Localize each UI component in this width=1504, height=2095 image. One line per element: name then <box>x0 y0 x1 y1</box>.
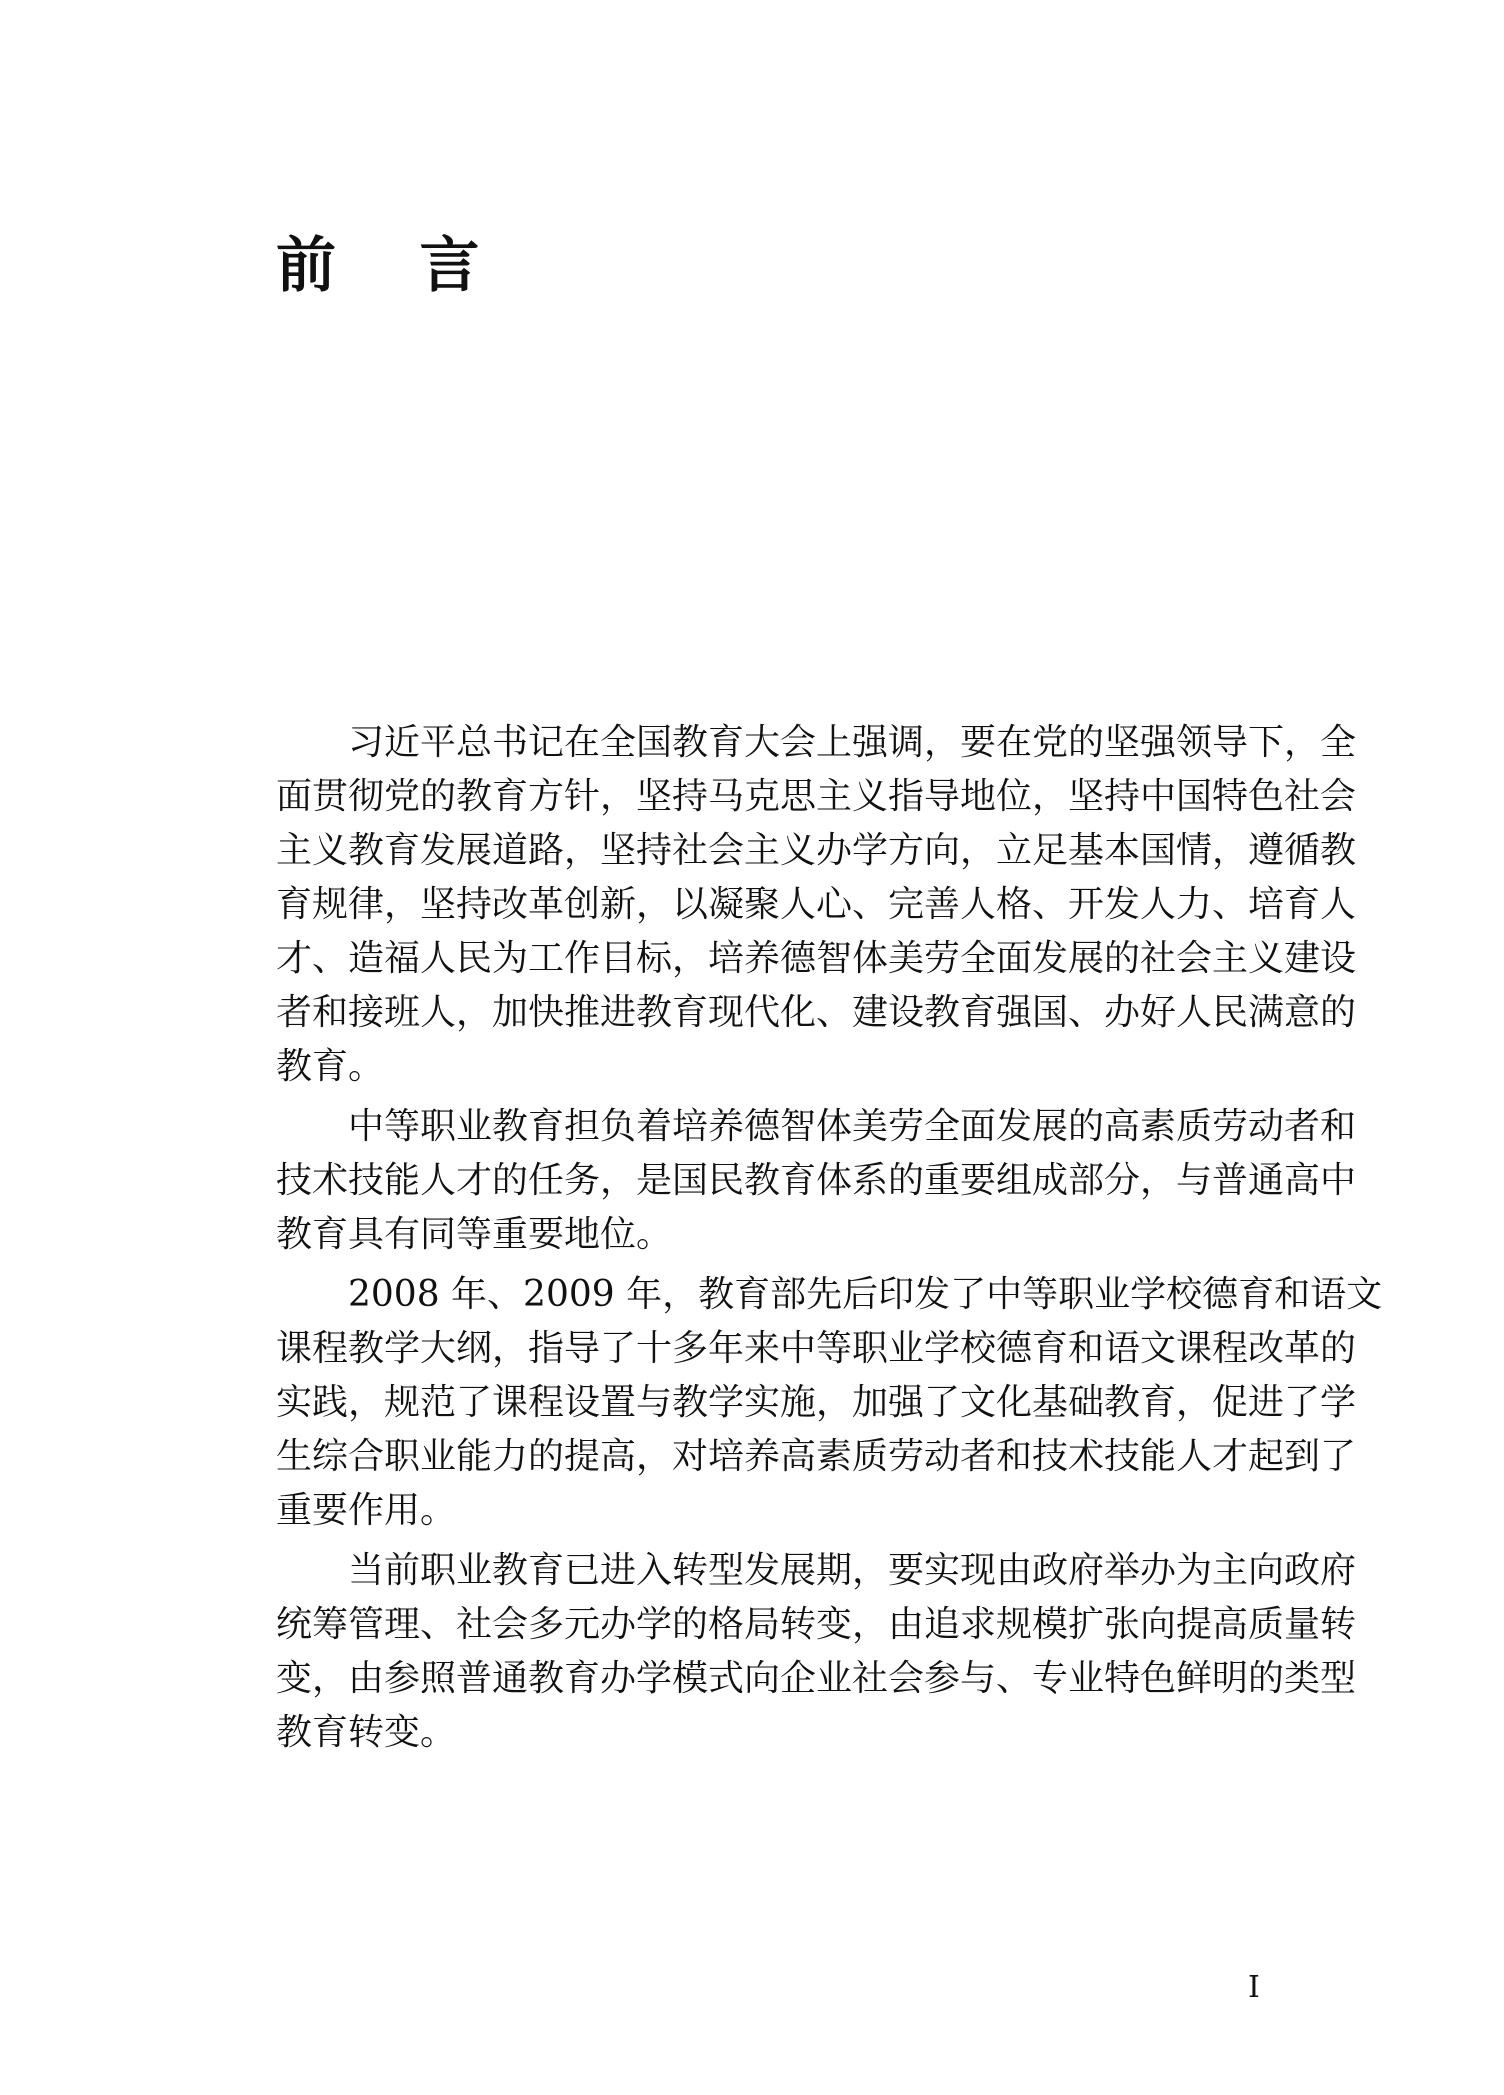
page-number: I <box>1248 1970 1260 2005</box>
paragraph-3-line-4: 生综合职业能力的提高，对培养高素质劳动者和技术技能人才起到了 <box>276 1436 1357 1477</box>
paragraph-2 <box>276 1100 1357 1262</box>
paragraph-1-line-4: 育规律，坚持改革创新，以凝聚人心、完善人格、开发人力、培育人 <box>276 884 1357 925</box>
paragraph-4-line-4: 教育转变。 <box>276 1712 457 1753</box>
paragraph-1-line-2: 面贯彻党的教育方针，坚持马克思主义指导地位，坚持中国特色社会 <box>276 776 1357 817</box>
preface-title: 前 言 <box>276 231 480 301</box>
paragraph-4-line-3: 变，由参照普通教育办学模式向企业社会参与、专业特色鲜明的类型 <box>276 1658 1357 1699</box>
preface-body <box>276 716 1383 1760</box>
paragraph-1-line-1: 习近平总书记在全国教育大会上强调，要在党的坚强领导下，全 <box>348 722 1357 763</box>
paragraph-1-line-6: 者和接班人，加快推进教育现代化、建设教育强国、办好人民满意的 <box>276 992 1357 1033</box>
paragraph-1-line-7: 教育。 <box>276 1046 385 1087</box>
paragraph-3 <box>276 1268 1383 1538</box>
paragraph-3-line-1: 2008 年、2009 年，教育部先后印发了中等职业学校德育和语文 <box>348 1274 1383 1315</box>
paragraph-1-line-3: 主义教育发展道路，坚持社会主义办学方向，立足基本国情，遵循教 <box>276 830 1357 871</box>
paragraph-2-line-2: 技术技能人才的任务，是国民教育体系的重要组成部分，与普通高中 <box>276 1160 1357 1201</box>
paragraph-4 <box>276 1544 1357 1760</box>
paragraph-4-line-1: 当前职业教育已进入转型发展期，要实现由政府举办为主向政府 <box>348 1550 1357 1591</box>
paragraph-2-line-3: 教育具有同等重要地位。 <box>276 1214 673 1255</box>
paragraph-2-line-1: 中等职业教育担负着培养德智体美劳全面发展的高素质劳动者和 <box>348 1106 1357 1147</box>
paragraph-3-line-3: 实践，规范了课程设置与教学实施，加强了文化基础教育，促进了学 <box>276 1382 1357 1423</box>
paragraph-1 <box>276 716 1357 1094</box>
paragraph-4-line-2: 统筹管理、社会多元办学的格局转变，由追求规模扩张向提高质量转 <box>276 1604 1357 1645</box>
paragraph-3-line-2: 课程教学大纲，指导了十多年来中等职业学校德育和语文课程改革的 <box>276 1328 1357 1369</box>
paragraph-3-line-5: 重要作用。 <box>276 1490 457 1531</box>
paragraph-1-line-5: 才、造福人民为工作目标，培养德智体美劳全面发展的社会主义建设 <box>276 938 1357 979</box>
